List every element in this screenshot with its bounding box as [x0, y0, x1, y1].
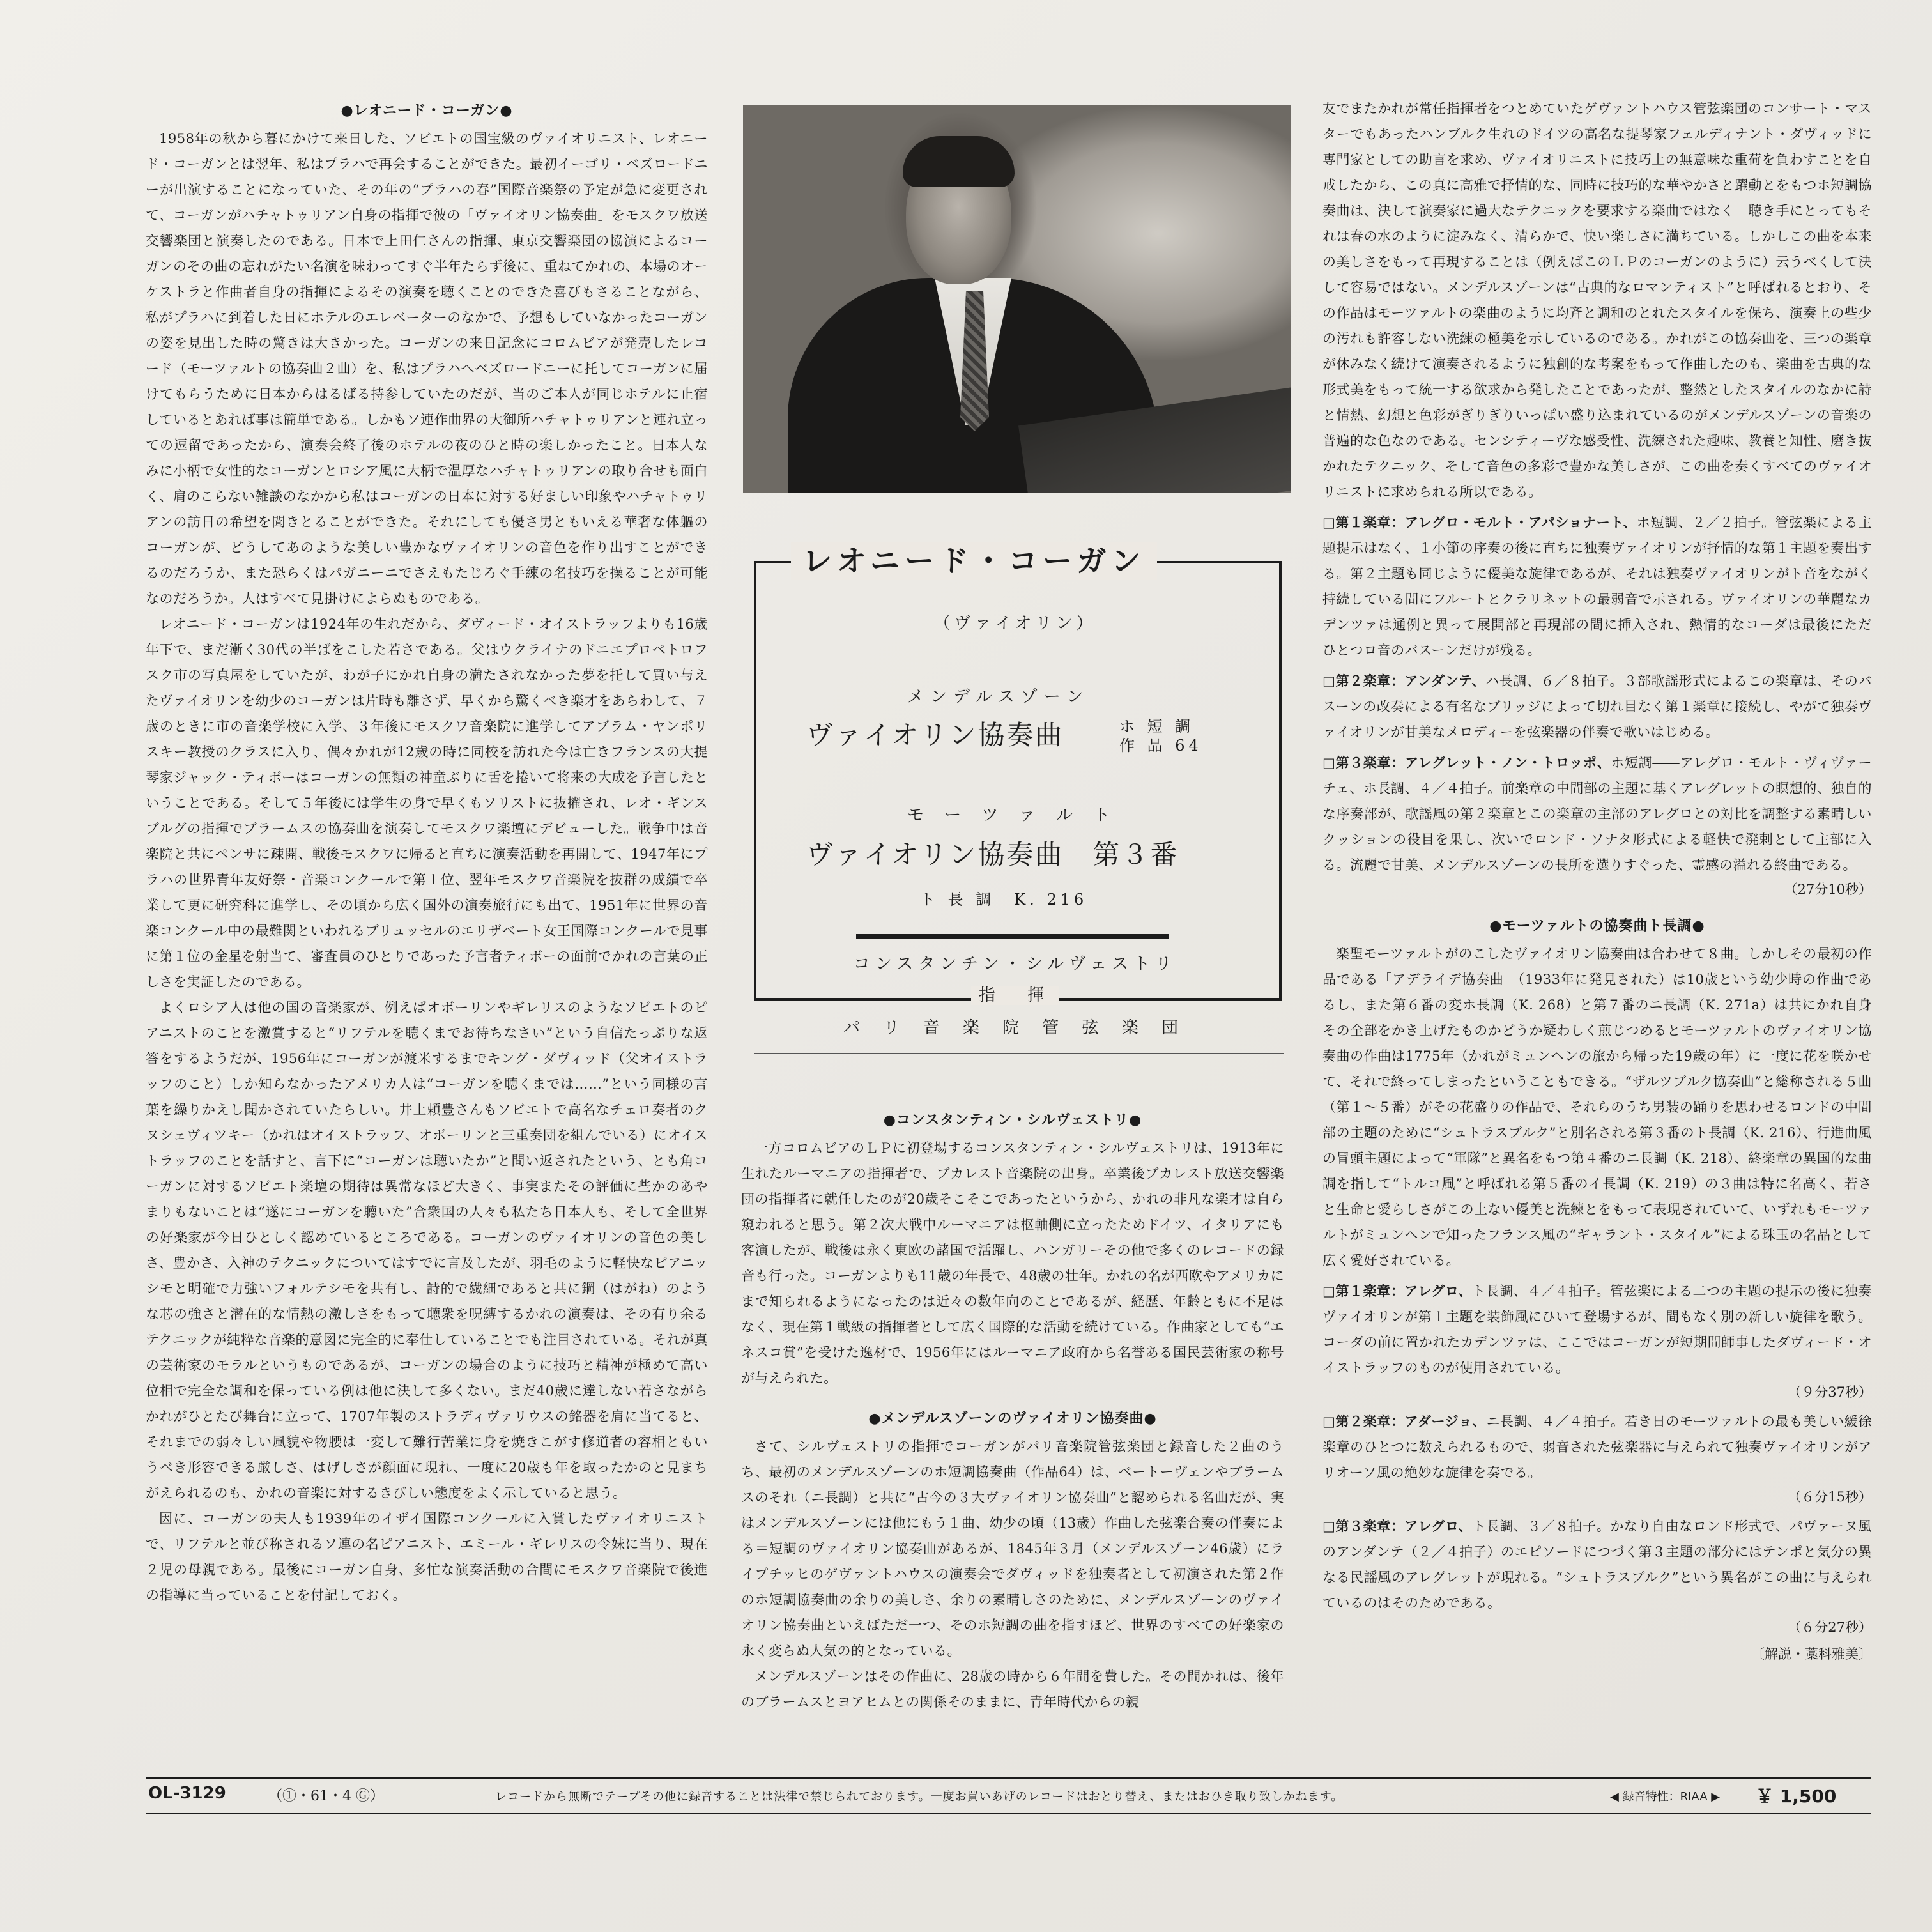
conductor-role	[754, 982, 1276, 1006]
print-code: （①・61・4 Ⓖ）	[268, 1788, 384, 1804]
kogan-section-title: ●レオニード・コーガン●	[341, 103, 513, 119]
mendelssohn-movement-1	[1322, 510, 1872, 663]
mozart-movement-1-duration: （９分37秒）	[1788, 1384, 1872, 1400]
title-divider	[856, 934, 1169, 939]
silvestri-section-title: ●コンスタンティン・シルヴェストリ●	[883, 1112, 1142, 1128]
price: ￥ 1,500	[1756, 1786, 1837, 1807]
movement-heading: □第３楽章：アレグレット・ノン・トロッポ、	[1322, 755, 1611, 770]
left-column	[146, 96, 708, 1608]
kogan-portrait-photo	[743, 105, 1291, 493]
artist-title: レオニード・コーガン	[791, 542, 1157, 580]
movement-heading: □第１楽章：アレグロ、	[1322, 1284, 1473, 1299]
conductor-name: コンスタンチン・シルヴェストリ	[853, 954, 1177, 974]
middle-divider	[754, 1053, 1284, 1054]
mozart-movement-3-duration: （６分27秒）	[1788, 1620, 1872, 1635]
movement-text: ト長調、３／８拍子。かなり自由なロンド形式で、パヴァーヌ風のアンダンテ（２／４拍子）のエピソードにつづく第３主題の部分にはテンポと気分の異なる民謡風のアレグレットが現れる。“シュトラスブルク”という異名がこの曲に与えられているのはそのためである。	[1322, 1519, 1872, 1611]
movement-heading: □第２楽章：アンダンテ、	[1322, 673, 1486, 689]
composer-mendelssohn: メンデルスゾーン	[907, 687, 1090, 707]
kogan-paragraph-4: 因に、コーガンの夫人も1939年のイザイ国際コンクールに入賞したヴァイオリニストで、リフテルと並び称されるソ連の名ピアニスト、エミール・ギレリスの令妹に当り、現在２児の母親である。最後にコーガン自身、多忙な演奏活動の合間にモスクワ音楽院で後進の指導に当っていることを付記しておく。	[146, 1511, 708, 1603]
work-mendelssohn: ヴァイオリン協奏曲	[806, 719, 1064, 751]
mendelssohn-movement-2	[1322, 668, 1872, 745]
right-column	[1322, 96, 1872, 1666]
commentary-credit: 〔解説・藁科雅美〕	[1751, 1646, 1872, 1662]
mozart-movement-1	[1322, 1278, 1872, 1381]
movement-heading: □第３楽章：アレグロ、	[1322, 1519, 1473, 1534]
key-mendelssohn-line1: ホ 短 調	[1119, 717, 1195, 735]
mendelssohn-continued: 友でまたかれが常任指揮者をつとめていたゲヴァントハウス管弦楽団のコンサート・マスターでもあったハンブルク生れのドイツの高名な提琴家フェルディナント・ダヴィッドに専門家としての助言を求め、ヴァイオリニストに技巧上の無意味な重荷を負わすことを自戒したから、この真に高雅で抒情的な、同時に技巧的な華やかさと躍動とをもつホ短調協奏曲は、決して演奏家に過大なテクニックを要求する楽曲ではなく 聴き手にとってもそれは春の水のように淀みなく、清らかで、快い楽しさに満ちている。しかしこの曲を本来の美しさをもって再現することは（例えばこのＬＰのコーガンのように）云うべくして決して容易ではない。メンデルスゾーンは“古典的なロマンティスト”と呼ばれるとおり、その作品はモーツァルトの楽曲のように均斉と調和のとれたスタイルを保ち、演奏上の些少の汚れも許容しない洗練の極美を示しているのである。かれがこの協奏曲を、三つの楽章が休みなく続けて演奏されるように独創的な考案をもって作曲したのも、楽曲を古典的な形式美をもって統一する欲求から発したことであったが、整然としたスタイルのなかに詩と情熱、幻想と色彩がぎりぎりいっぱい盛り込まれているのがメンデルスゾーンの音楽の普遍的な色なのである。センシティーヴな感受性、洗練された趣味、教養と知性、磨き抜かれたテクニック、そして音色の多彩で豊かな美しさが、この曲を奏くすべてのヴァイオリニストに求められる所以である。	[1322, 101, 1872, 500]
composer-mozart: モ ー ツ ァ ル ト	[907, 806, 1118, 825]
silvestri-paragraph: 一方コロムビアのＬＰに初登場するコンスタンティン・シルヴェストリは、1913年に生れたルーマニアの指揮者で、ブカレスト音楽院の出身。卒業後ブカレスト放送交響楽団の指揮者に就任したのが20歳そこそこであったというから、かれの非凡な楽才は自ら窺われると思う。第２次大戦中ルーマニアは枢軸側に立ったためドイツ、イタリアにも客演したが、戦後は永く東欧の諸国で活躍し、ハンガリーその他で多くのレコードの録音も行った。コーガンよりも11歳の年長で、48歳の壮年。かれの名が西欧やアメリカにまで知られるようになったのは近々の数年向のことであるが、経歴、年齢ともに不足はなく、現在第１戦級の指揮者として広く国際的な活動を続けている。作曲家としても“エネスコ賞”を受けた逸材で、1956年にはルーマニア政府から名誉ある国民芸術家の称号が与えられた。	[741, 1140, 1284, 1386]
mendelssohn-paragraph-2: メンデルスゾーンはその作曲に、28歳の時から６年間を費した。その間かれは、後年のブラームスとヨアヒムとの関係そのままに、青年時代からの親	[741, 1669, 1284, 1710]
movement-text: ハ長調、６／８拍子。３部歌謡形式によるこの楽章は、そのバスーンの改奏による有名なブリッジによって切れ目なく第１楽章に接続し、やがて独奏ヴァイオリンが甘美なメロディーを弦楽器の伴奏で歌いはじめる。	[1322, 673, 1873, 740]
mozart-movement-2-duration: （６分15秒）	[1788, 1489, 1872, 1505]
mozart-movement-3	[1322, 1514, 1872, 1616]
mozart-section-title: ●モーツァルトの協奏曲ト長調●	[1489, 918, 1705, 934]
mendelssohn-paragraph-1: さて、シルヴェストリの指揮でコーガンがパリ音楽院管弦楽団と録音した２曲のうち、最初のメンデルスゾーンのホ短調協奏曲（作品64）は、ベートーヴェンやブラームスのそれ（ニ長調）と共に“古今の３大ヴァイオリン協奏曲”と認められる名曲だが、実はメンデルスゾーンには他にもう１曲、幼少の頃（13歳）作曲した弦楽合奏の伴奏による＝短調のヴァイオリン協奏曲があるが、1845年３月（メンデルスゾーン46歳）にライプチッヒのゲヴァントハウスの演奏会でダヴィッドを独奏者として初演された第２作のホ短調協奏曲の余りの美しさ、余りの素晴しさのために、メンデルスゾーンのヴァイオリン協奏曲といえばただ一つ、そのホ短調の曲を指すほど、世界のすべての好楽家の永く変らぬ人気の的となっている。	[741, 1439, 1284, 1659]
kogan-paragraph-2: レオニード・コーガンは1924年の生れだから、ダヴィード・オイストラッフよりも16歳年下で、まだ漸く30代の半ばをこした若さである。父はウクライナのドニエプロペトロフスク市の写真屋をしていたが、わが子にかれ自身の満たされなかった夢を托して買い与えたヴァイオリンを幼少のコーガンは片時も離さず、早くから驚くべき楽才をあらわして、７歳のときに市の音楽学校に入学、３年後にモスクワ音楽院に進学してアブラム・ヤンポリスキー教授のクラスに入り、偶々かれが12歳の時に同校を訪れた今は亡きフランスの大提琴家ジャック・ティボーはコーガンの無類の神童ぶりに舌を捲いて将来の大成を予言したということである。そして５年後には学生の身で早くもソリストに抜擢され、レオ・ギンスブルグの指揮でブラームスの協奏曲を演奏してモスクワ楽壇にデビューした。戦争中は音楽院と共にペンサに疎開、戦後モスクワに帰ると直ちに演奏活動を再開して、1947年にプラハの世界青年友好祭・音楽コンクールで第１位、翌年モスクワ音楽院を抜群の成績で卒業して更に研究科に進学し、その頃から広く国外の演奏旅行にも出て、1951年に世界の音楽コンクール中の最難関といわれるブリュッセルのエリザベート女王国際コンクールで見事に第１位の金星を射当て、審査員のひとりであった予言者ティボーの面前でかれの言葉の正しさを実証したのである。	[146, 617, 708, 990]
kogan-paragraph-3: よくロシア人は他の国の音楽家が、例えばオボーリンやギレリスのようなソビエトのピアニストのことを激賞すると“リフテルを聴くまでお待ちなさい”という自信たっぷりな返答をするようだが、1956年にコーガンが渡米するまでキング・ダヴィッド（父オイストラッフのこと）しか知らなかったアメリカ人は“コーガンを聴くまでは……”という同様の言葉を繰りかえし聞かされていたらしい。井上頼豊さんもソビエトで高名なチェロ奏者のクヌシェヴィツキー（かれはオイストラッフ、オボーリンと三重奏団を組んでいる）にオイストラッフのことを話すと、言下に“コーガンは聴いたか”と問い返されたという、とも角コーガンに対するソビエト楽壇の期待は異常なほど大きく、事実またその評価に些かのあやまりもないことは“遂にコーガンを聴いた”合衆国の人々も私たち日本人も、そして全世界の好楽家が今日ひとしく認めているところである。コーガンのヴァイオリンの音色の美しさ、豊かさ、入神のテクニックについてはすでに言及したが、羽毛のように軽快なピアニッシモと明確で力強いフォルテシモを共有し、詩的で繊細であると共に鋼（はがね）のような芯の強さと潜在的な情熱の激しさをもって聴衆を呪縛するかれの演奏は、その有り余るテクニックが純粋な音楽的意図に完全的に奉仕していることでも注目されている。それが真の芸術家のモラルというものであるが、コーガンの場合のように技巧と精神が極めて高い位相で完全な調和を保っている例は他に決して多くない。まだ40歳に達しない若さながらかれがひとたび舞台に立って、1707年製のストラディヴァリウスの銘器を肩に当てると、それまでの弱々しい風貌や物腰は一変して難行苦業に身を焼きこがす修道者の容相ともいうべき形容できる厳しさ、はげしさが顔面に現れ、一度に20歳も年を取ったかのと見まちがえられるのも、かれの音楽に対するきびしい態度をよく示していると思う。	[146, 1000, 708, 1501]
movement-text: ホ短調――アレグロ・モルト・ヴィヴァーチェ、ホ長調、４／４拍子。前楽章の中間部の主題に基くアレグレットの瞑想的、独自的な序奏部が、歌謡風の第２楽章とこの楽章の主部のアレグロとの対比を調整する素晴しいクッションの役目を果し、次いでロンド・ソナタ形式による軽快で溌剌として主部に入る。流麗で甘美、メンデルスゾーンの長所を選りすぐった、霊感の溢れる終曲である。	[1322, 755, 1872, 873]
photo-hair	[903, 136, 1015, 187]
mendelssohn-duration: （27分10秒）	[1784, 882, 1872, 897]
catalog-number: OL-3129	[148, 1784, 226, 1803]
movement-text: ト長調、４／４拍子。管弦楽による二つの主題の提示の後に独奏ヴァイオリンが第１主題を装飾風にひいて登場するが、間もなく別の新しい旋律を歌う。コーダの前に置かれたカデンツァは、ここではコーガンが短期間師事したダヴィード・オイストラッフのものが使用されている。	[1322, 1284, 1873, 1376]
movement-text: ホ短調、２／２拍子。管弦楽による主題提示はなく、１小節の序奏の後に直ちに独奏ヴァイオリンが抒情的な第１主題を奏出する。第２主題も同じように優美な旋律であるが、それは独奏ヴァイオリンがト音をながく持続している間にフルートとクラリネットの最弱音で示される。ヴァイオリンの華麗なカデンツァは通例と異って展開部と再現部の間に挿入され、熱情的なコーダは最後にただひとつロ音のバスーンだけが残る。	[1322, 515, 1873, 658]
middle-column	[741, 1105, 1284, 1715]
movement-heading: □第２楽章：アダージョ、	[1322, 1414, 1487, 1429]
orchestra-name: パ リ 音 楽 院 管 弦 楽 団	[843, 1018, 1188, 1038]
footer-rule-top	[146, 1777, 1871, 1779]
instrument-label: （ヴァイオリン）	[933, 614, 1097, 633]
movement-heading: □第１楽章：アレグロ・モルト・アパショナート、	[1322, 515, 1637, 530]
mendelssohn-movement-3	[1322, 750, 1872, 878]
kogan-paragraph-1: 1958年の秋から暮にかけて来日した、ソビエトの国宝級のヴァイオリニスト、レオニード・コーガンとは翌年、私はプラハで再会することができた。最初イーゴリ・ベズロードニーが出演することになっていた、その年の“プラハの春”国際音楽祭の予定が急に変更されて、コーガンがハチャトゥリアン自身の指揮で彼の「ヴァイオリン協奏曲」をモスクワ放送交響楽団と演奏したのである。日本で上田仁さんの指揮、東京交響楽団の協演によるコーガンのその曲の忘れがたい名演を味わってすぐ半年たらず後に、重ねてかれの、本場のオーケストラと作曲者自身の指揮によるその演奏を聴くことのできた喜びもさることながら、私がプラハに到着した日にホテルのエレベーターのなかで、予想もしていなかったコーガンの姿を見出した時の驚きは大きかった。コーガンの来日記念にコロムビアが発売したレコード（モーツァルトの協奏曲２曲）を、私はプラハへベズロードニーに托してコーガンに届けてもらうために日本からはるばる持参していたのだが、当のご本人が同じホテルに止宿しているとあれば事は簡単である。しかもソ連作曲界の大御所ハチャトゥリアンと連れ立っての逗留であったから、演奏会終了後のホテルの夜のひと時の楽しかったこと。日本人なみに小柄で女性的なコーガンとロシア風に大柄で温厚なハチャトゥリアンの取り合せも面白く、肩のこらない雑談のなかから私はコーガンの日本に対する好ましい印象やハチャトゥリアンの訪日の希望を聞きとることができた。それにしても優さ男ともいえる華奢な体軀のコーガンが、どうしてあのような美しい豊かなヴァイオリンの音色を作り出すことができるのだろうか、また恐らくはパガニーニでさえもたじろぐ手練の名技巧を操ることが可能なのだろうか。人はすべて見掛けによらぬものである。	[146, 131, 709, 606]
mendelssohn-section-title: ●メンデルスゾーンのヴァイオリン協奏曲●	[868, 1411, 1157, 1427]
work-mozart: ヴァイオリン協奏曲 第３番	[806, 839, 1179, 870]
mozart-movement-2	[1322, 1409, 1872, 1485]
mozart-intro: 楽聖モーツァルトがのこしたヴァイオリン協奏曲は合わせて８曲。しかしその最初の作品である「アデライデ協奏曲」（1933年に発見された）は10歳という幼少時の作曲であるし、また第６番の変ホ長調（K. 268）と第７番のニ長調（K. 271a）は共にかれ自身その全部をかき上げたものかどうか疑わしく煎じつめるとモーツァルトのヴァイオリン協奏曲の作曲は1775年（かれがミュンヘンの旅から帰った19歳の年）に一度に花を咲かせて、それで終ってしまったということもできる。“ザルツブルク協奏曲”と総称される５曲（第１〜５番）がその花盛りの作品で、それらのうち男装の踊りを思わせるロンドの中間部の主題のために“シュトラスブルク”と別名される第３番のト長調（K. 216）、行進曲風の冒頭主題によって“軍隊”と異名をもつ第４番のニ長調（K. 218）、終楽章の異国的な曲調を指して“トルコ風”と呼ばれる第５番のイ長調（K. 219）の３曲は特に名高く、若さと生命と愛らしさがこの上ない優美と洗練とをもって表現されていて、いずれもモーツァルトがミュンヘンで知ったフランス風の“ギャラント・スタイル”による珠玉の名品として広く愛好されている。	[1322, 946, 1872, 1268]
key-mendelssohn-line2: 作 品 64	[1119, 737, 1202, 755]
movement-text: ニ長調、４／４拍子。若き日のモーツァルトの最も美しい緩徐楽章のひとつに数えられるもので、弱音された弦楽器に与えられて独奏ヴァイオリンがアリオーソ風の絶妙な旋律を奏でる。	[1322, 1414, 1873, 1480]
footer-rule-bottom	[146, 1813, 1871, 1814]
conductor-role-text: 指 揮	[971, 986, 1059, 1005]
copyright-notice: レコードから無断でテープその他に録音することは法律で禁じられております。一度お買いあげのレコードはおとり替え、またはおひき取り致しかねます。	[495, 1790, 1344, 1804]
recording-curve: ◀ 録音特性：RIAA ▶	[1610, 1790, 1721, 1804]
key-mendelssohn	[1119, 717, 1202, 755]
key-mozart: ト 長 調 K. 216	[920, 891, 1088, 908]
